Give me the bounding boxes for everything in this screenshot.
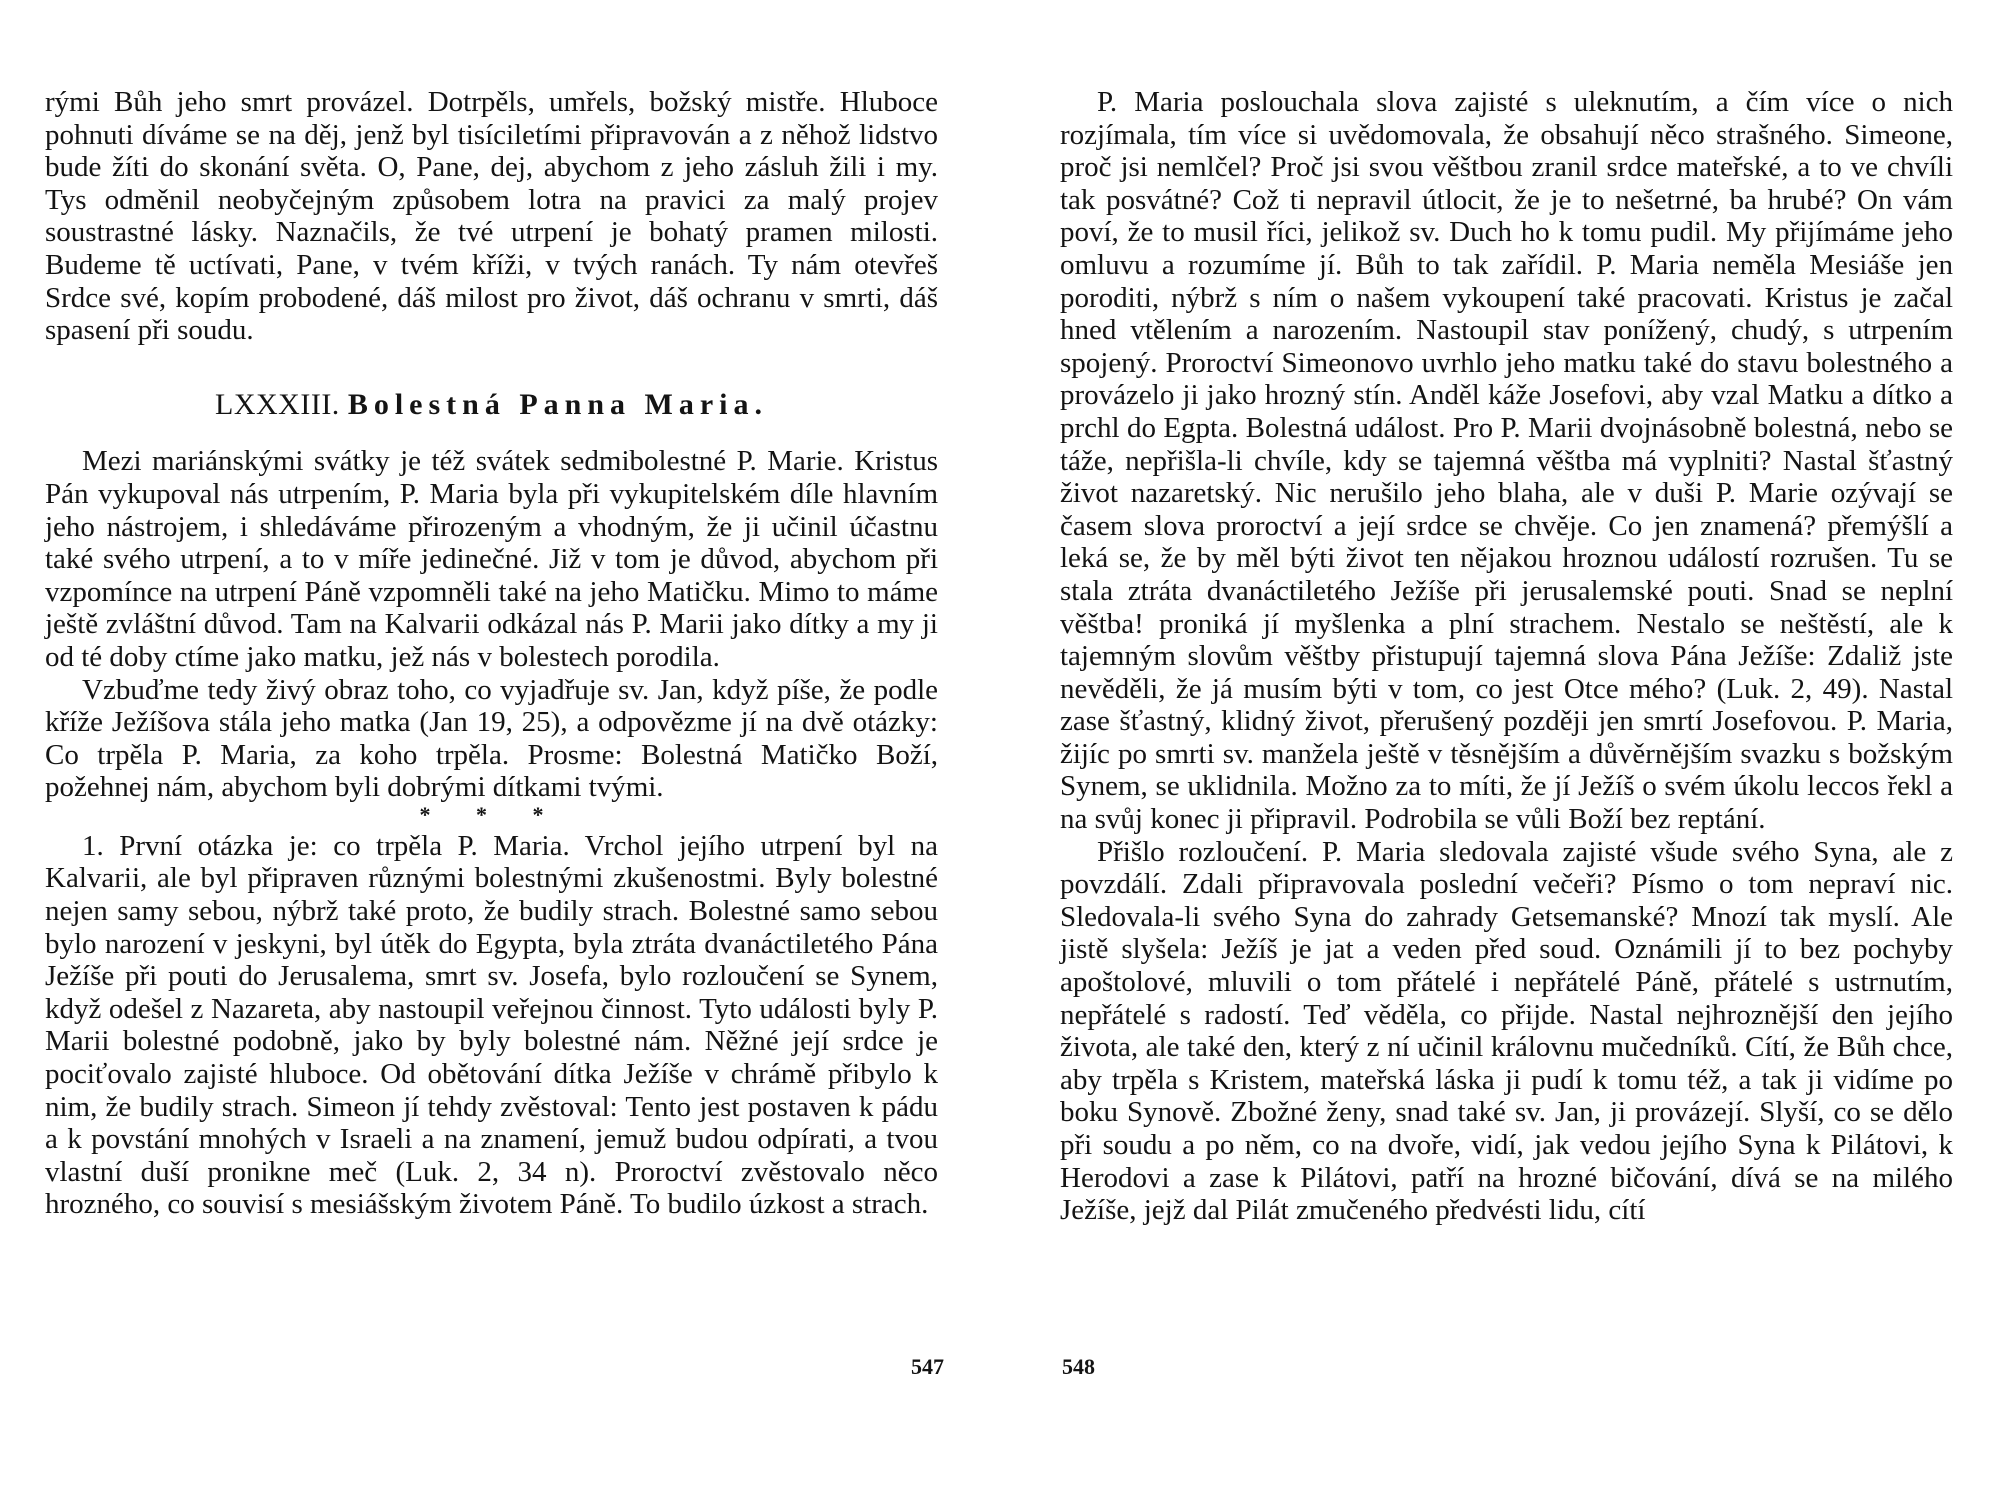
chapter-number: LXXXIII.	[215, 387, 340, 421]
paragraph-two: Přišlo rozloučení. P. Maria sledovala zajisté všude svého Syna, ale z povzdálí. Zdali připravovala poslední večeři? Písmo o tom nepraví nic. Sledovala-li svého Syna do zahrady Getsemanské? Mnozí tak myslí. Ale jistě slyšela: Ježíš je jat a veden před soud. Oznámili jí to bez pochyby apoštolové, mluvili o tom přátelé i nepřátelé Páně, přátelé s ustrnutím, nepřátelé s radostí. Teď věděla, co přijde. Nastal nejhroznější den jejího života, ale také den, který z ní učinil královnu mučedníků. Cítí, že Bůh chce, aby trpěla s Kristem, mateřská láska ji pudí k tomu též, a tak ji vidíme po boku Synově. Zbožné ženy, snad také sv. Jan, ji provázejí. Slyší, co se dělo při soudu a po něm, co na dvoře, vidí, jak vedou jejího Syna k Pilátovi, k Herodovi a zase k Pilátovi, patří na hrozné bičování, dívá se na milého Ježíše, jejž dal Pilát zmučeného předvésti lidu, cítí	[1060, 835, 1953, 1227]
right-text-column	[1060, 86, 1953, 1227]
paragraph-prompt: Vzbuďme tedy živý obraz toho, co vyjadřuje sv. Jan, když píše, že podle kříže Ježíšova stála jeho matka (Jan 19, 25), a odpovězme jí na dvě otázky: Co trpěla P. Maria, za koho trpěla. Prosme: Bolestná Matičko Boží, požehnej nám, abychom byli dobrými dítkami tvými.	[45, 673, 938, 804]
left-text-column	[45, 86, 938, 1221]
right-page	[998, 0, 1996, 1500]
page-number-left: 547	[911, 1354, 944, 1379]
paragraph-intro: Mezi mariánskými svátky je též svátek sedmibolestné P. Marie. Kristus Pán vykupoval nás utrpením, P. Maria byla při vykupitelském díle hlavním jeho nástrojem, i shledáváme přirozeným a vhodným, že ji učinil účastnu také svého utrpení, a to v míře jedinečné. Již v tom je důvod, abychom při vzpomínce na utrpení Páně vzpomněli také na jeho Matičku. Mimo to máme ještě zvláštní důvod. Tam na Kalvarii odkázal nás P. Marii jako dítky a my ji od té doby ctíme jako matku, jež nás v bolestech porodila.	[45, 445, 938, 673]
chapter-title: Bolestná Panna Maria.	[347, 387, 768, 421]
paragraph-continued: rými Bůh jeho smrt provázel. Dotrpěls, umřels, božský mistře. Hluboce pohnuti díváme se na děj, jenž byl tisíciletími připravován a z něhož lidstvo bude žíti do skonání světa. O, Pane, dej, abychom z jeho zásluh žili i my. Tys odměnil neobyčejným způsobem lotra na pravici za malý projev soustrastné lásky. Naznačils, že tvé utrpení je bohatý pramen milosti. Budeme tě uctívati, Pane, v tvém kříži, v tvých ranách. Ty nám otevřeš Srdce své, kopím probodené, dáš milost pro život, dáš ochranu v smrti, dáš spasení při soudu.	[45, 86, 938, 347]
paragraph-point-one: 1. První otázka je: co trpěla P. Maria. Vrchol jejího utrpení byl na Kalvarii, ale byl připraven různými bolestnými zkušenostmi. Byly bolestné nejen samy sebou, nýbrž také proto, že budily strach. Bolestné samo sebou bylo narození v jeskyni, byl útěk do Egypta, byla ztráta dvanáctiletého Pána Ježíše při pouti do Jerusalema, smrt sv. Josefa, bylo rozloučení se Synem, když odešel z Nazareta, aby nastoupil veřejnou činnost. Tyto události byly P. Marii bolestné podobně, jako by byly bolestné nám. Něžné její srdce je pociťovalo zajisté hluboce. Od obětování dítka Ježíše v chrámě přibylo k nim, že budily strach. Simeon jí tehdy zvěstoval: Tento jest postaven k pádu a k povstání mnohých v Israeli a na znamení, jemuž budou odpírati, a tvou vlastní duší pronikne meč (Luk. 2, 34 n). Proroctví zvěstovalo něco hrozného, co souvisí s mesiášským životem Páně. To budilo úzkost a strach.	[45, 829, 938, 1221]
section-separator: * * *	[419, 801, 564, 827]
page-number-right: 548	[1062, 1354, 1095, 1379]
paragraph-one: P. Maria poslouchala slova zajisté s uleknutím, a čím více o nich rozjímala, tím více si uvědomovala, že obsahují něco strašného. Simeone, proč jsi nemlčel? Proč jsi svou věštbou zranil srdce mateřské, a to ve chvíli tak posvátné? Což ti nepravil útlocit, že je to nešetrné, ba hrubé? On vám poví, že to musil říci, jelikož sv. Duch ho k tomu pudil. My přijímáme jeho omluvu a rozumíme jí. Bůh to tak zařídil. P. Maria neměla Mesiáše jen poroditi, nýbrž s ním o našem vykoupení také pracovati. Kristus je začal hned vtělením a narozením. Nastoupil stav ponížený, chudý, s utrpením spojený. Proroctví Simeonovo uvrhlo jeho matku také do stavu bolestného a provázelo ji jako hrozný stín. Anděl káže Josefovi, aby vzal Matku a dítko a prchl do Egpta. Bolestná událost. Pro P. Marii dvojnásobně bolestná, nebo se táže, nepřišla-li chvíle, kdy se tajemná věštba má vyplniti? Nastal šťastný život nazaretský. Nic nerušilo jeho blaha, ale v duši P. Marie ozývají se časem slova proroctví a její srdce se chvěje. Co jen znamená? přemýšlí a leká se, že by měl býti život ten nějakou hroznou událostí rozrušen. Tu se stala ztráta dvanáctiletého Ježíše při jerusalemské pouti. Snad se neplní věštba! proniká jí myšlenka a plní strachem. Nestalo se neštěstí, ale k tajemným slovům věštby přistupují tajemná slova Pána Ježíše: Zdaliž jste nevěděli, že já musím býti v tom, co jest Otce mého? (Luk. 2, 49). Nastal zase šťastný, klidný život, přerušený později jen smrtí Josefovou. P. Maria, žijíc po smrti sv. manžela ještě v těsnějším a důvěrnějším svazku s božským Synem, se uklidnila. Možno za to míti, že jí Ježíš o svém úkolu leccos řekl a na svůj konec ji připravil. Podrobila se vůli Boží bez reptání.	[1060, 86, 1953, 836]
chapter-heading	[45, 389, 938, 422]
